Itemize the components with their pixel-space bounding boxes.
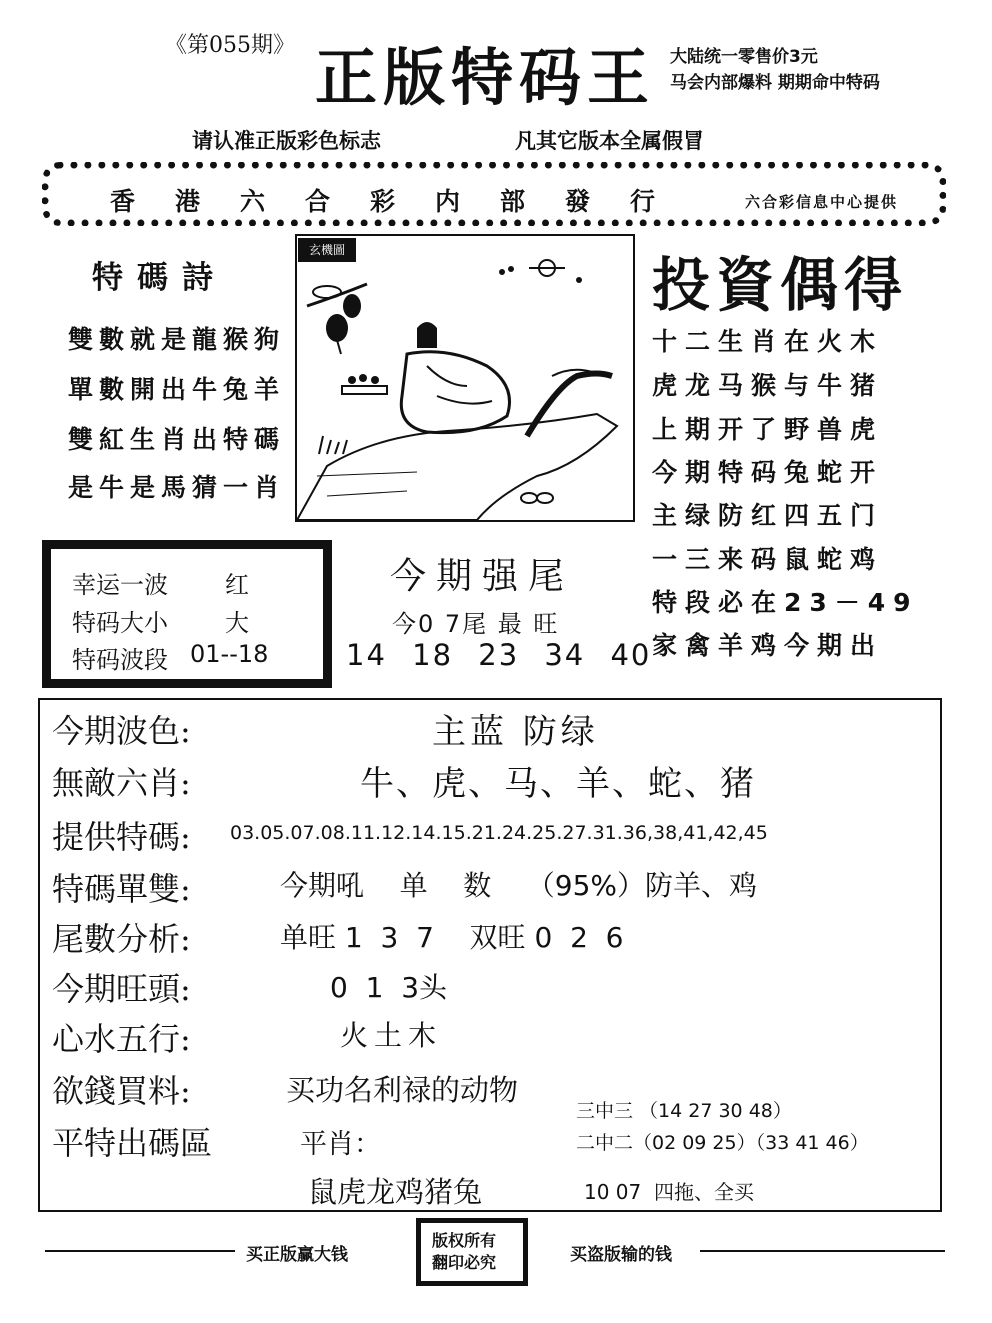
invest-heading: 投資偶得 (652, 251, 909, 319)
hint-line: 今期特码兔蛇开 (652, 458, 884, 487)
wave-color-value: 主蓝 防绿 (432, 712, 599, 752)
poem-line: 是牛是馬猜一肖 (68, 473, 286, 502)
five-elements-label: 心水五行: (52, 1020, 191, 1058)
authentic-notice: 请认准正版彩色标志 (192, 129, 381, 153)
footer-right-slogan: 买盗版输的钱 (570, 1245, 672, 1265)
poem-line: 單數開出牛兔羊 (68, 375, 286, 404)
lucky-wave-label: 幸运一波 (72, 571, 168, 599)
head-label: 今期旺頭: (52, 970, 191, 1008)
hint-line: 一三来码鼠蛇鸡 (652, 545, 884, 574)
strong-tail-title: 今期强尾 (390, 556, 575, 597)
banner-text: 香港六合彩内部發行 (110, 187, 696, 216)
special-code-value: 03.05.07.08.11.12.14.15.21.24.25.27.31.36,38,41,42,45 (230, 822, 768, 844)
counterfeit-notice: 凡其它版本全属假冒 (515, 129, 704, 153)
two-in-two: 二中二（02 09 25）（33 41 46） (576, 1132, 869, 1154)
tail-analysis-value: 单旺 1 3 7 双旺 0 2 6 (280, 921, 624, 954)
combo-tip: 10 07 四拖、全买 (584, 1180, 754, 1204)
three-in-three: 三中三 （14 27 30 48） (576, 1100, 792, 1122)
six-zodiac-value: 牛、虎、马、羊、蛇、猪 (360, 764, 756, 804)
strong-tail-numbers: 14 18 23 34 40 (346, 638, 652, 672)
copyright-line2: 翻印必究 (432, 1253, 497, 1272)
illustration-label: 玄機圖 (298, 238, 356, 262)
odd-even-label: 特碼單雙: (52, 870, 191, 908)
flat-code-label: 平特出碼區 (52, 1124, 213, 1162)
hint-line: 虎龙马猴与牛猪 (652, 371, 884, 400)
poem-line: 雙紅生肖出特碼 (68, 425, 286, 454)
issue-number: 《第055期》 (165, 33, 295, 58)
flat-zodiac-label: 平肖： (300, 1129, 381, 1160)
wave-color-label: 今期波色: (52, 712, 191, 750)
page-title: 正版特码王 (315, 41, 656, 114)
six-zodiac-label: 無敵六肖: (52, 764, 191, 802)
five-elements-value: 火土木 (340, 1019, 443, 1052)
odd-even-value: 今期吼 单 数 （95%）防羊、鸡 (280, 869, 758, 902)
band-label: 特码波段 (72, 646, 168, 674)
flat-zodiac-animals: 鼠虎龙鸡猪兔 (308, 1175, 483, 1209)
buy-tip-label: 欲錢買料: (52, 1072, 191, 1110)
lucky-wave-value: 红 (225, 571, 249, 599)
price-note: 大陆统一零售价3元 (670, 47, 818, 67)
band-value: 01--18 (190, 640, 269, 668)
copyright-line1: 版权所有 (432, 1231, 497, 1250)
hint-line: 特段必在23－49 (652, 588, 919, 617)
size-value: 大 (225, 609, 249, 637)
tail-analysis-label: 尾數分析: (52, 920, 191, 958)
poem-title: 特碼詩 (92, 260, 227, 296)
illustration-frame (295, 234, 635, 522)
buy-tip-value: 买功名利禄的动物 (286, 1073, 519, 1107)
footer-rule-right (700, 1250, 945, 1252)
size-label: 特码大小 (72, 609, 168, 637)
footer-left-slogan: 买正版赢大钱 (246, 1245, 348, 1265)
poem-line: 雙數就是龍猴狗 (68, 325, 286, 354)
hint-line: 主绿防红四五门 (652, 501, 884, 530)
hint-line: 十二生肖在火木 (652, 327, 884, 356)
strong-tail-sub: 今0 7尾 最 旺 (392, 610, 560, 638)
scholar-illustration (297, 236, 633, 520)
hint-line: 上期开了野兽虎 (652, 415, 884, 444)
banner-provider: 六合彩信息中心提供 (745, 193, 899, 211)
footer-rule-left (45, 1250, 235, 1252)
head-value: 0 1 3头 (330, 971, 448, 1004)
hint-line: 家禽羊鸡今期出 (652, 631, 884, 660)
insider-note: 马会内部爆料 期期命中特码 (670, 73, 880, 93)
special-code-label: 提供特碼: (52, 818, 191, 856)
